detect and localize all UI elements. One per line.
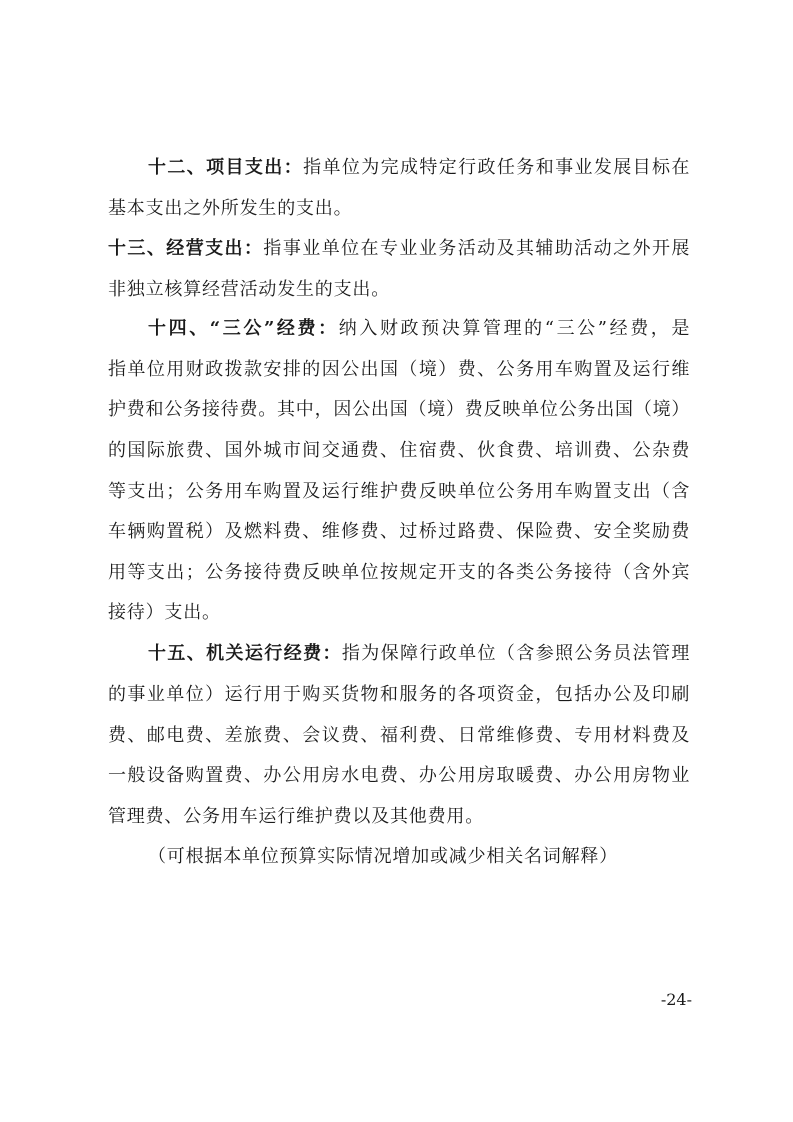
paragraph-13-line	[108, 276, 690, 304]
paragraph-12-line	[148, 154, 690, 182]
body-text: 车辆购置税）及燃料费、维修费、过桥过路费、保险费、安全奖励费	[108, 521, 690, 542]
term-heading: 十三、经营支出：	[108, 238, 264, 259]
paragraph-14-line	[108, 599, 690, 627]
body-text: 用等支出；公务接待费反映单位按规定开支的各类公务接待（含外宾	[108, 562, 690, 583]
body-text: 指为保障行政单位（含参照公务员法管理	[341, 643, 690, 664]
paragraph-14-line	[108, 356, 690, 384]
paragraph-15-line	[108, 762, 690, 790]
body-text: 纳入财政预决算管理的“三公”经费，是	[338, 318, 691, 339]
body-text: 非独立核算经营活动发生的支出。	[108, 279, 390, 300]
paragraph-15-line	[108, 681, 690, 709]
body-text: 的国际旅费、国外城市间交通费、住宿费、伙食费、培训费、公杂费	[108, 440, 690, 461]
term-heading: 十四、“三公”经费：	[148, 318, 339, 339]
page-number: -24-	[660, 990, 692, 1009]
body-text: 管理费、公务用车运行维护费以及其他费用。	[108, 806, 484, 827]
paragraph-12-line	[108, 195, 690, 223]
body-text: 护费和公务接待费。其中，因公出国（境）费反映单位公务出国（境）	[108, 399, 690, 420]
paragraph-13-line	[108, 235, 690, 263]
paragraph-14-line	[108, 396, 690, 424]
body-text: 基本支出之外所发生的支出。	[108, 198, 353, 219]
body-text: 费、邮电费、差旅费、会议费、福利费、日常维修费、专用材料费及	[108, 725, 690, 746]
term-heading: 十五、机关运行经费：	[148, 643, 342, 664]
body-text: 指单位用财政拨款安排的因公出国（境）费、公务用车购置及运行维	[108, 359, 690, 380]
paragraph-15-line	[108, 803, 690, 831]
paragraph-14-line	[108, 518, 690, 546]
paragraph-14-line	[108, 437, 690, 465]
body-text: （可根据本单位预算实际情况增加或减少相关名词解释）	[148, 846, 618, 867]
paragraph-15-line	[148, 640, 690, 668]
paragraph-15-line	[108, 722, 690, 750]
term-heading: 十二、项目支出：	[148, 157, 304, 178]
body-text: 指单位为完成特定行政任务和事业发展目标在	[303, 157, 690, 178]
body-text: 一般设备购置费、办公用房水电费、办公用房取暖费、办公用房物业	[108, 765, 690, 786]
body-text: 接待）支出。	[108, 602, 221, 623]
body-text: 指事业单位在专业业务活动及其辅助活动之外开展	[263, 238, 690, 259]
body-text: 等支出；公务用车购置及运行维护费反映单位公务用车购置支出（含	[108, 481, 690, 502]
paragraph-14-line	[108, 478, 690, 506]
editorial-note	[148, 843, 690, 871]
paragraph-14-line	[148, 315, 690, 343]
paragraph-14-line	[108, 559, 690, 587]
body-text: 的事业单位）运行用于购买货物和服务的各项资金，包括办公及印刷	[108, 684, 690, 705]
